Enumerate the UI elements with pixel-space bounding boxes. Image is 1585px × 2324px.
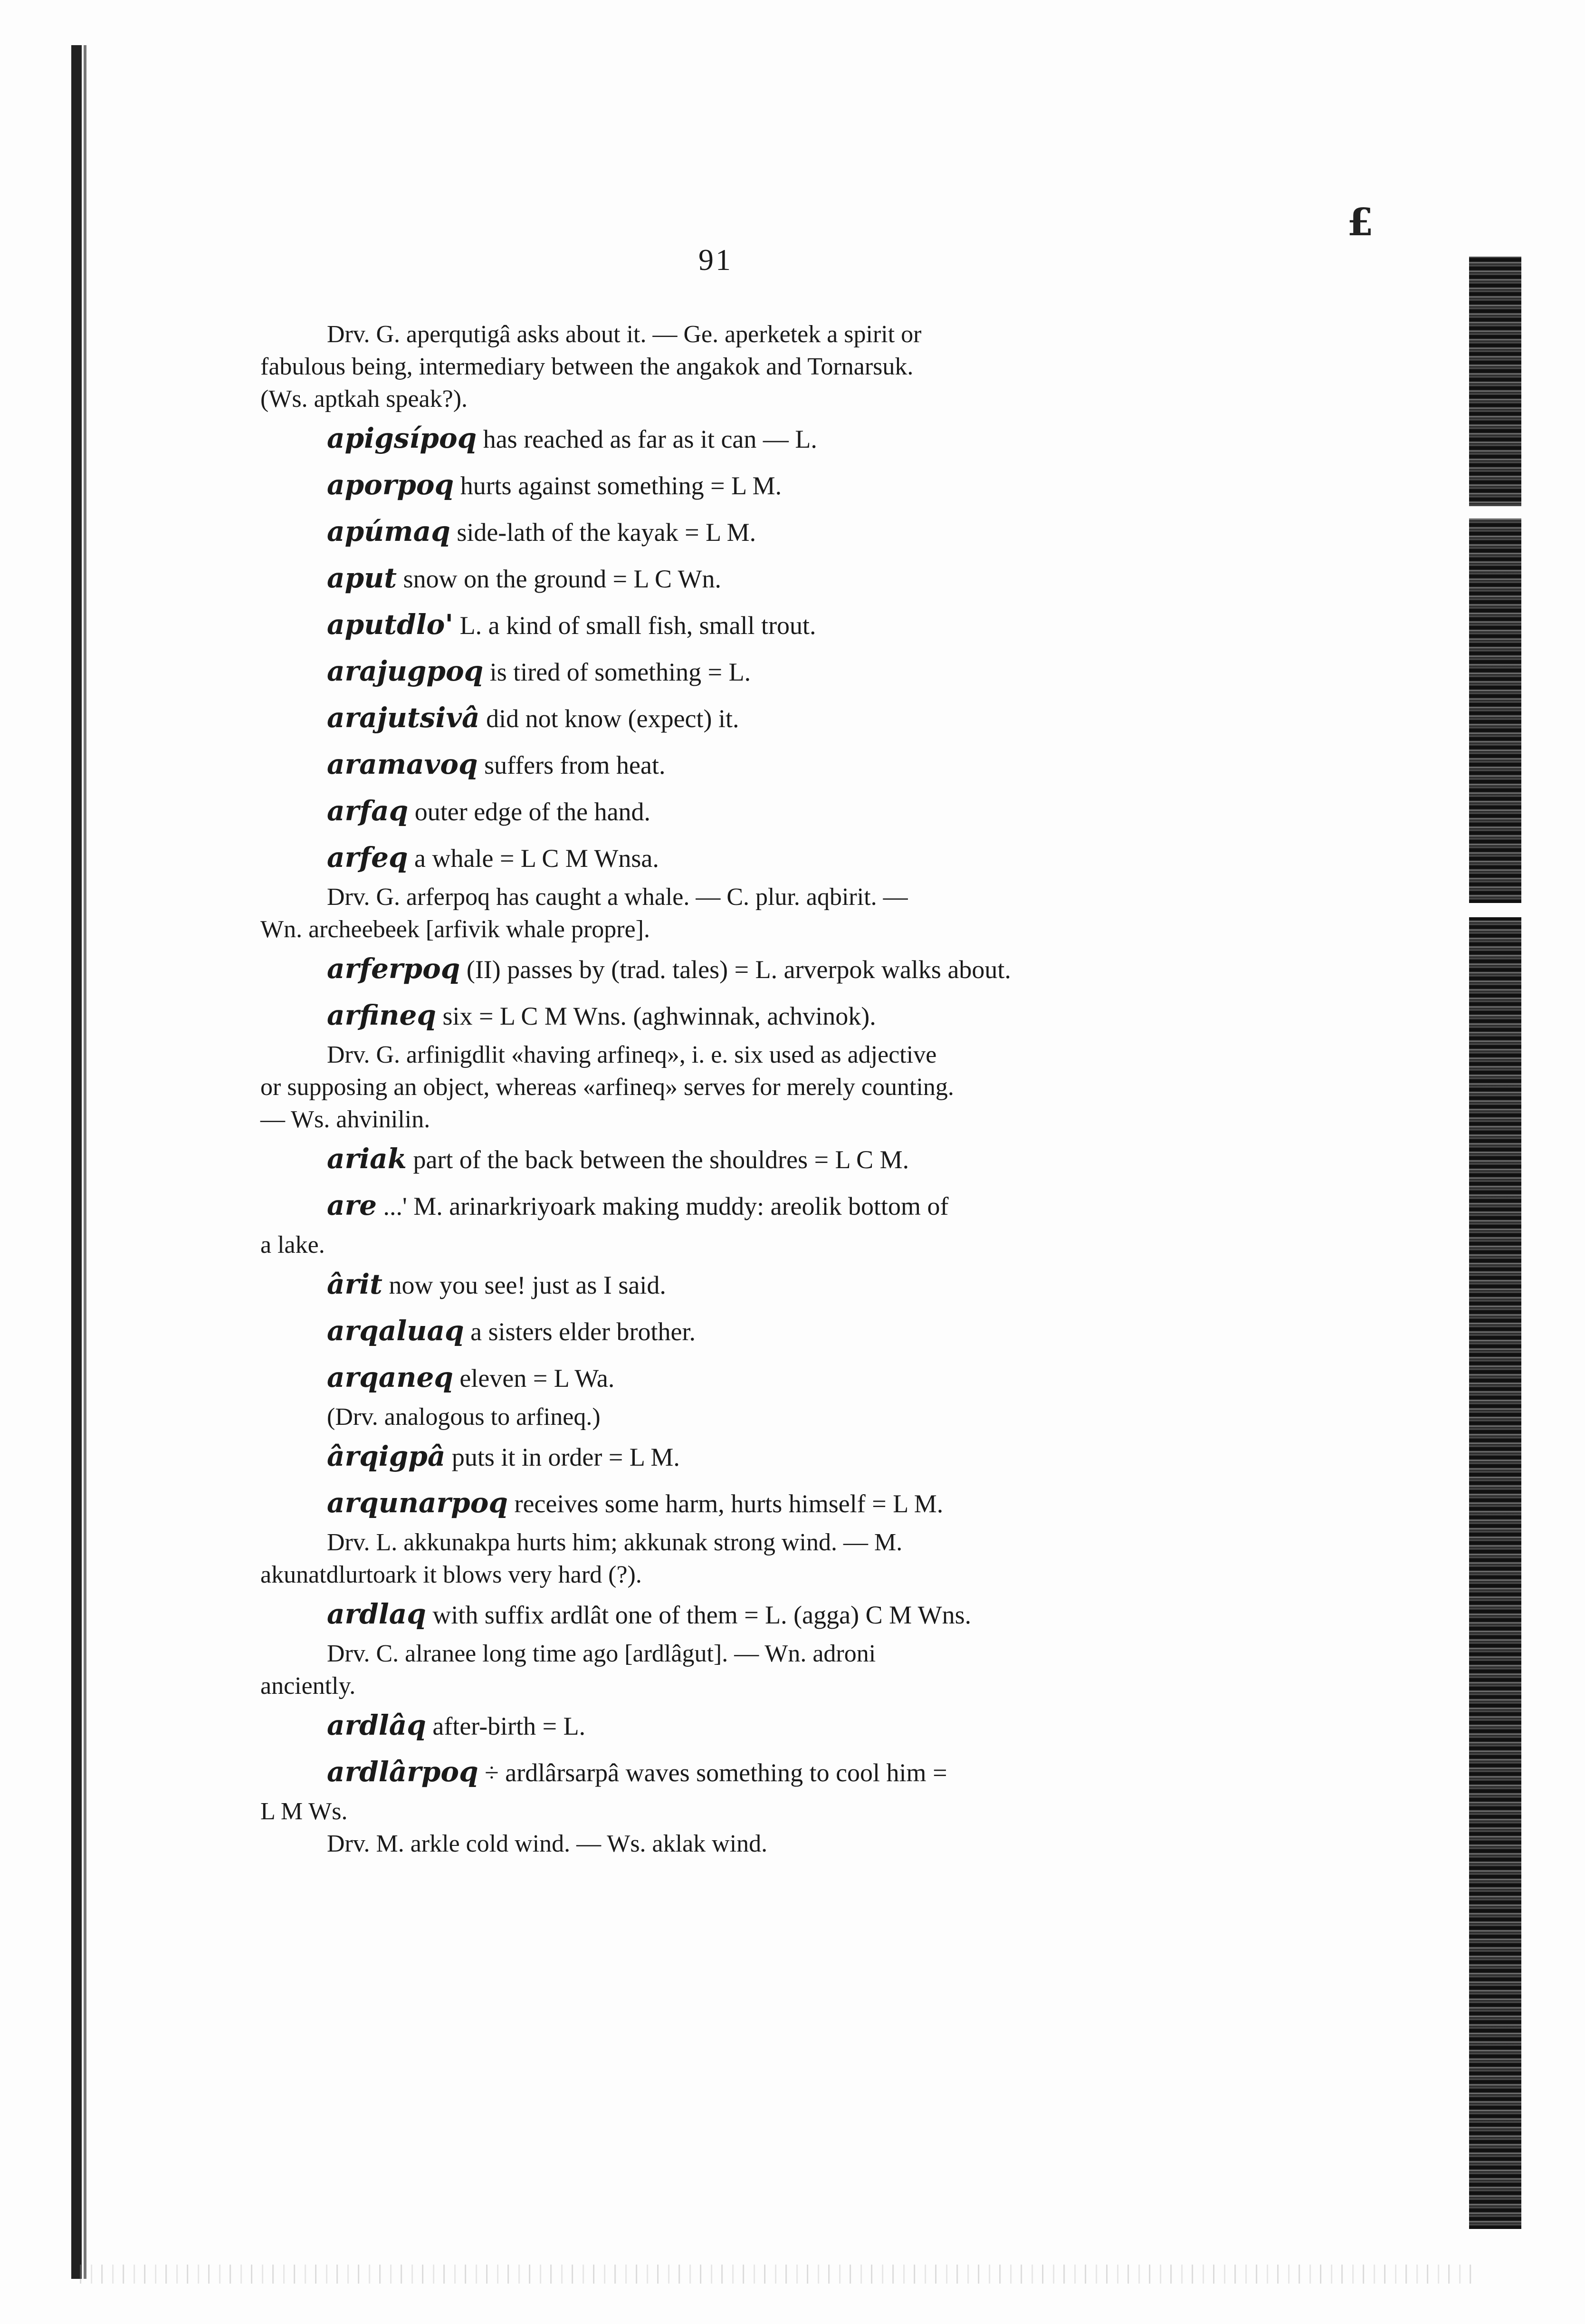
definition: snow on the ground = L C Wn. (397, 565, 722, 593)
definition: part of the back between the shouldres = L C M. (406, 1145, 909, 1174)
scan-noise-bottom (71, 2265, 1473, 2284)
headword: ardlârpoq (327, 1756, 478, 1788)
definition: with suffix ardlât one of them = L. (agga) C M Wns. (426, 1601, 972, 1629)
dictionary-entry-line (260, 741, 1173, 788)
dictionary-entry-line (260, 1136, 1173, 1182)
definition: eleven = L Wa. (453, 1364, 615, 1392)
dictionary-entry-line (260, 648, 1173, 695)
headword: ariak (327, 1143, 407, 1175)
dictionary-entry-line (260, 1308, 1173, 1354)
dictionary-entry-line (260, 788, 1173, 835)
dictionary-continuation-line: a lake. (260, 1231, 325, 1258)
headword: are (327, 1189, 377, 1221)
dictionary-continuation-line: Drv. G. arferpoq has caught a whale. — C. plur. aqbirit. — (327, 884, 908, 911)
definition: suffers from heat. (477, 751, 666, 779)
headword: apigsípoq (327, 422, 477, 454)
dictionary-continuation-line: anciently. (260, 1672, 356, 1700)
dictionary-entry-line (260, 1261, 1173, 1308)
definition: ÷ ardlârsarpâ waves something to cool him = (478, 1758, 947, 1787)
headword: arfaq (327, 795, 409, 827)
dictionary-entry-line (260, 1354, 1173, 1401)
definition: six = L C M Wns. (aghwinnak, achvinok). (436, 1002, 876, 1030)
scan-edge-right-gap (1469, 506, 1521, 519)
definition: is tired of something = L. (483, 658, 751, 686)
headword: arajutsivâ (327, 701, 480, 734)
headword: arferpoq (327, 952, 460, 985)
headword: aporpoq (327, 469, 454, 501)
dictionary-continuation-line: (Drv. analogous to arfineq.) (327, 1403, 601, 1431)
corner-mark: £ (1347, 200, 1374, 244)
headword: arajugpoq (327, 655, 484, 687)
headword: aramavoq (327, 748, 478, 780)
definition: did not know (expect) it. (479, 704, 739, 733)
definition: a sisters elder brother. (464, 1317, 696, 1346)
headword: ardlâq (327, 1709, 426, 1741)
definition: now you see! just as I said. (382, 1271, 666, 1299)
headword: ardlaq (327, 1598, 426, 1630)
dictionary-continuation-line: — Ws. ahvinilin. (260, 1106, 430, 1133)
definition: ...' M. arinarkriyoark making muddy: areolik bottom of (377, 1192, 949, 1220)
scan-edge-right (1469, 257, 1521, 2229)
scan-edge-left-shadow (84, 45, 86, 2279)
dictionary-entry-line (260, 555, 1173, 602)
dictionary-continuation-line: akunatdlurtoark it blows very hard (?). (260, 1561, 642, 1588)
dictionary-entry-line (260, 1182, 1173, 1229)
dictionary-continuation-line: Drv. G. arfinigdlit «having arfineq», i. e. six used as adjective (327, 1041, 937, 1068)
dictionary-continuation-line: or supposing an object, whereas «arfineq» serves for merely counting. (260, 1074, 954, 1101)
headword: arfeq (327, 841, 408, 874)
definition: puts it in order = L M. (445, 1443, 680, 1471)
dictionary-continuation-line: Drv. G. aperqutigâ asks about it. — Ge. aperketek a spirit or (327, 321, 922, 348)
page-number: 91 (698, 243, 733, 277)
dictionary-entry-line (260, 835, 1173, 881)
headword: ârit (327, 1268, 382, 1300)
dictionary-entry-line (260, 602, 1173, 648)
definition: outer edge of the hand. (408, 797, 651, 826)
headword: arqunarpoq (327, 1487, 508, 1519)
definition: side-lath of the kayak = L M. (450, 518, 756, 547)
dictionary-entry-line (260, 1480, 1173, 1527)
dictionary-entry-line (260, 1749, 1173, 1796)
dictionary-entry-line (260, 1591, 1173, 1638)
definition: a whale = L C M Wnsa. (408, 844, 659, 873)
dictionary-entry-line (260, 509, 1173, 555)
dictionary-entry-line (260, 992, 1173, 1039)
headword: arqaluaq (327, 1315, 464, 1347)
definition: L. a kind of small fish, small trout. (453, 611, 816, 640)
dictionary-entry-line (260, 1702, 1173, 1749)
dictionary-entry-line (260, 946, 1173, 992)
scan-edge-right-gap-2 (1469, 903, 1521, 917)
dictionary-entry-line (260, 415, 1173, 462)
headword: apúmaq (327, 515, 450, 547)
dictionary-continuation-line: fabulous being, intermediary between the angakok and Tornarsuk. (260, 353, 914, 380)
dictionary-entry-line (260, 1433, 1173, 1480)
dictionary-entry-line (260, 695, 1173, 741)
dictionary-continuation-line: Drv. C. alranee long time ago [ardlâgut]. — Wn. adroni (327, 1640, 876, 1667)
dictionary-continuation-line: Wn. archeebeek [arfivik whale propre]. (260, 916, 650, 943)
headword: aput (327, 562, 397, 594)
headword: arqaneq (327, 1361, 453, 1393)
headword: aputdlo' (327, 608, 454, 641)
dictionary-continuation-line: L M Ws. (260, 1798, 348, 1825)
dictionary-entries (260, 318, 1173, 1860)
dictionary-entry-line (260, 462, 1173, 509)
dictionary-continuation-line: (Ws. aptkah speak?). (260, 385, 468, 413)
definition: receives some harm, hurts himself = L M. (507, 1489, 944, 1518)
scan-edge-left (71, 45, 82, 2279)
definition: hurts against something = L M. (454, 471, 782, 500)
definition: (II) passes by (trad. tales) = L. arverpok walks about. (460, 955, 1011, 984)
dictionary-continuation-line: Drv. M. arkle cold wind. — Ws. aklak wind. (327, 1830, 768, 1857)
definition: has reached as far as it can — L. (477, 425, 817, 453)
definition: after-birth = L. (426, 1712, 586, 1740)
dictionary-continuation-line: Drv. L. akkunakpa hurts him; akkunak strong wind. — M. (327, 1529, 903, 1556)
headword: arfineq (327, 999, 436, 1031)
headword: ârqigpâ (327, 1440, 446, 1472)
